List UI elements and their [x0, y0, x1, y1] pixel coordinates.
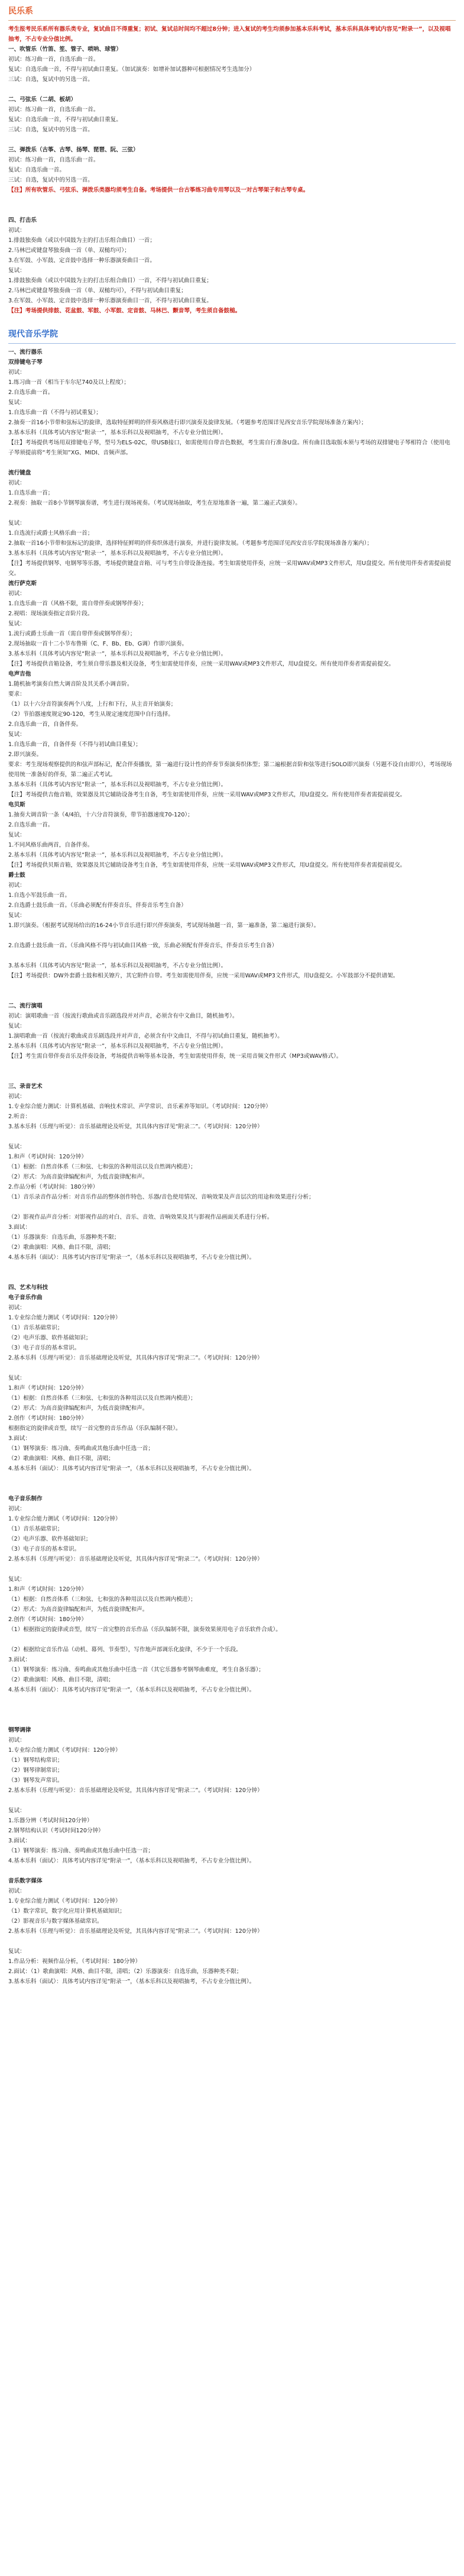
paragraph: 复试：: [8, 1576, 25, 1583]
paragraph: （2）影视音乐与数字媒体基础常识。: [8, 1918, 103, 1925]
paragraph: （2）电声乐器、软件基础知识；: [8, 1536, 92, 1542]
paragraph: 3.面试：: [8, 1435, 31, 1442]
subheading: 爵士鼓: [8, 872, 25, 879]
paragraph: （1）乐器演奏：自选乐曲，乐器种类不限；: [8, 1234, 120, 1241]
paragraph: 3.基本乐科（具体考试内容见“附录一”，基本乐科以及视唱抽考，不占专业分值比例）。: [8, 550, 227, 557]
spacer: [8, 1132, 456, 1142]
paragraph: 2.作品分析（考试时间：180分钟）: [8, 1184, 99, 1190]
paragraph: 1.自选小军鼓乐曲一首。: [8, 892, 71, 899]
subheading: 三、录音艺术: [8, 1083, 43, 1090]
paragraph: 2.马林巴或键盘琴独奏曲一首（单、双槌均可）；: [8, 247, 130, 254]
spacer: [8, 85, 456, 95]
paragraph: 1.专业综合能力测试（考试时间：120分钟）: [8, 1747, 121, 1754]
paragraph: 复试：: [8, 912, 25, 919]
paragraph: 3.基本乐科（具体考试内容见“附录一”，基本乐科以及视唱抽考，不占专业分值比例）。: [8, 782, 227, 788]
paragraph: 2.基本乐科（具体考试内容见“附录一”，基本乐科以及视唱抽考，不占专业分值比例）。: [8, 1043, 227, 1050]
paragraph: （2）形式：为高音旋律编配和声，为低音旋律配和声。: [8, 1405, 148, 1412]
paragraph: 2.抽取一首16小节带和弦标记的旋律，选择特征鲜明的伴奏织体进行演奏，并进行旋律发展。（考题参考范围详见西安音乐学院现场准备方案内）；: [8, 540, 373, 547]
paragraph: 【注】考场提供考场用双排键电子琴，型号为ELS-02C，带USB接口，如需使用自带音色数据，考生需自行准备U盘。所有曲目选取版本须与考场的双排键电子琴相符合（使用电子琴须提前将“考生须知”XG、MIDI、音频声部。: [8, 440, 450, 456]
paragraph: （2）钢琴律制常识；: [8, 1767, 63, 1774]
paragraph: 复试：: [8, 520, 25, 527]
subheading: 钢琴调律: [8, 1727, 31, 1734]
paragraph: 初试：: [8, 590, 25, 597]
paragraph: 复试：自选乐曲一首，不得与初试曲目重复。（加试演奏：如增补加试器种可根据情况考生选加分）: [8, 66, 255, 73]
paragraph: （1）根据指定的旋律或音型，续写一首完整的音乐作品（乐队编制不限，演奏效果须用电子音乐软件合成）。: [8, 1626, 281, 1633]
paragraph: 3.基本乐科（具体考试内容见“附录一”，基本乐科以及视唱抽考，不占专业分值比例）。: [8, 430, 227, 436]
paragraph: 2.基本乐科（乐理与听觉）：音乐基础理论及听觉，其具体内容详见“附录二”。（考试时间：120分钟）: [8, 1928, 263, 1935]
section-title: 现代音乐学院: [8, 330, 58, 339]
paragraph: （2）形式：为高音旋律编配和声，为低音旋律配和声。: [8, 1174, 148, 1180]
paragraph: 复试：: [8, 621, 25, 627]
paragraph: 初试：: [8, 1888, 25, 1894]
paragraph: 3.基本乐科（具体考试内容见“附录一”，基本乐科以及视唱抽考，不占专业分值比例）。: [8, 963, 227, 969]
paragraph: 2.自选爵士鼓乐曲一首。（乐曲风格不得与初试曲目风格一致，乐曲必须配有伴奏音乐，伴奏音乐考生自备）: [8, 942, 278, 949]
paragraph: 复试：: [8, 399, 25, 406]
paragraph: （1）钢琴演奏：练习曲、奏鸣曲或其他乐曲中任选一首；: [8, 1445, 154, 1452]
paragraph: 复试：: [8, 832, 25, 838]
paragraph: 2.自选乐曲一首，自备伴奏。: [8, 721, 82, 728]
paragraph: 1.不同风格乐曲两首，自备伴奏。: [8, 842, 93, 848]
paragraph: 复试：自选乐曲一首，不得与初试曲目重复。: [8, 117, 122, 123]
subheading: 流行萨克斯: [8, 580, 37, 587]
subheading: 二、弓弦乐（二胡、板胡）: [8, 96, 77, 103]
paragraph: 三试：自选，复试中的另选一首。: [8, 76, 93, 83]
paragraph: 【注】考场提供钢琴、电钢琴等乐器，考场提供键盘音箱、可与考生自带设备连接。考生如需使用伴奏，应统一采用WAV或MP3文件形式，用U盘提交。所有使用伴奏者需提前提交。: [8, 560, 452, 577]
paragraph: 【注】考场提供吉他音箱，效果器及其它辅助设备考生自备，考生如需使用伴奏，应统一采用WAV或MP3文件形式，用U盘提交。所有使用伴奏者需提前提交。: [8, 792, 406, 798]
paragraph: （3）钢琴发声常识。: [8, 1777, 63, 1784]
paragraph: 2.基本乐科（乐理与听觉）：音乐基础理论及听觉，其具体内容详见“附录二”。（考试时间：120分钟）: [8, 1787, 263, 1794]
paragraph: 初试：: [8, 1305, 25, 1311]
paragraph: 复试：: [8, 267, 25, 274]
paragraph: 复试：: [8, 1807, 25, 1814]
paragraph: 2.基本乐科（乐理与听觉）：音乐基础理论及听觉，其具体内容详见“附录二”。（考试时间：120分钟）: [8, 1355, 263, 1361]
subheading: 电子音乐制作: [8, 1496, 43, 1502]
paragraph: 【注】考生需自带伴奏音乐及伴奏设备，考场提供音响等基本设备，考生如需使用伴奏，统一采用音频文件形式（MP3或WAV格式）。: [8, 1053, 342, 1060]
paragraph: 初试：: [8, 480, 25, 486]
paragraph: （1）钢琴演奏：练习曲、奏鸣曲或其他乐曲中任选一首（其它乐器参考钢琴曲难度，考生自备乐器）；: [8, 1667, 265, 1673]
spacer: [8, 458, 456, 468]
subheading: 电子音乐作曲: [8, 1295, 43, 1301]
paragraph: 1.演唱歌曲一首（按流行歌曲或音乐剧选段并对声音，必须含有中文曲目，不得与初试曲目重复，随机抽考）。: [8, 1033, 283, 1040]
paragraph: 复试：: [8, 731, 25, 738]
paragraph: 初试：演唱歌曲一首（按流行歌曲或音乐剧选段并对声音，必须含有中文曲目，随机抽考）。: [8, 1013, 238, 1019]
paragraph: 2.视奏：抽取一首8小节钢琴演奏谱，考生进行现场视奏。（考试现场抽取，考生在原地准备一遍，第二遍正式演奏）。: [8, 500, 301, 506]
paragraph: 1.和声（考试时间：120分钟）: [8, 1154, 87, 1160]
subheading: 电贝斯: [8, 802, 25, 808]
paragraph: 复试：: [8, 1144, 25, 1150]
paragraph: 4.基本乐科（面试）：具体考试内容详见“附录一”，（基本乐科以及视唱抽考，不占专业分值比例）。: [8, 1687, 255, 1693]
paragraph: （2）根据给定音乐作品（动机、幕列、节奏型），写作地声部调乐化旋律，不少于一个乐段。: [8, 1647, 242, 1653]
paragraph: （3）电子音乐的基本常识。: [8, 1546, 80, 1552]
paragraph: （2）节拍器速度规定90-120，考生从规定速度范围中自行选择。: [8, 711, 174, 718]
spacer: [8, 1202, 456, 1212]
paragraph: 1.和声（考试时间：120分钟）: [8, 1586, 87, 1593]
paragraph: 1.随机抽考演奏自然大调音阶及其关系小调音阶。: [8, 681, 133, 687]
paragraph: （2）歌曲演唱：风格、曲目不限，清唱；: [8, 1677, 114, 1683]
spacer: [8, 508, 456, 518]
paragraph: （1）根据：自然音体系（三和弦、七和弦的各种用法以及自然调内模进）；: [8, 1395, 196, 1402]
section-divider: [8, 20, 456, 21]
paragraph: 3.在军鼓、小军鼓、定音鼓中选择一种乐器演奏曲目一首，不得与初试曲目重复。: [8, 298, 212, 304]
paragraph: （1）钢琴结构常识；: [8, 1757, 63, 1764]
paragraph: 2.面试：（1）歌曲演唱：风格、曲目不限，清唱；（2）乐器演奏：自选乐曲，乐器种类不限；: [8, 1968, 242, 1975]
paragraph: 1.自选乐曲一首（风格不限，需自带伴奏或钢琴伴奏）；: [8, 601, 147, 607]
spacer: [8, 951, 456, 961]
subheading: 四、打击乐: [8, 217, 37, 224]
paragraph: 2.听音：: [8, 1113, 31, 1120]
paragraph: 三试：自选，复试中的另选一首。: [8, 177, 93, 183]
section-title: 民乐系: [8, 7, 33, 16]
paragraph: 3.在军鼓、小军鼓、定音鼓中选择一种乐器演奏曲目一首。: [8, 257, 155, 264]
paragraph: 初试：: [8, 227, 25, 234]
paragraph: （3）电子音乐的基本常识。: [8, 1345, 80, 1351]
paragraph: 要求：考生现场观察提供的和弦声部标记，配合伴奏播放，第一遍进行设计性的伴奏节奏演奏织体型；第二遍根据音阶和弦等进行SOLO即兴演奏（另题不设自由即兴），考场现场使用统一准备好的伴奏，第二遍正式考试。: [8, 761, 452, 778]
notice-text: 【注】所有吹管乐、弓弦乐、弹拨乐类器均须考生自备。考场提供一台古筝练习曲专用琴以及一对古琴架子和古琴专桌。: [8, 187, 309, 193]
paragraph: （1）根据：自然音体系（三和弦、七和弦的各种用法以及自然调内模进）；: [8, 1596, 196, 1603]
paragraph: 1.专业综合能力测试（考试时间：120分钟）: [8, 1898, 121, 1904]
paragraph: 【注】考场提供音箱设备，考生须自带乐器及相关设备，考生如需使用伴奏，应统一采用WAV或MP3文件形式，用U盘提交。所有使用伴奏者需提前提交。: [8, 661, 395, 667]
spacer: [8, 1936, 456, 1946]
paragraph: （2）电声乐器、软件基础知识；: [8, 1335, 92, 1341]
paragraph: 2.创作（考试时间：180分钟）: [8, 1415, 87, 1422]
subheading: 三、弹拨乐（古筝、古琴、扬琴、琵琶、阮、三弦）: [8, 147, 139, 153]
section: [8, 328, 456, 1987]
spacer: [8, 1796, 456, 1806]
paragraph: 2.视唱：现场演奏指定音阶片段。: [8, 611, 93, 617]
paragraph: 1.专业综合能力测试（考试时间：120分钟）: [8, 1315, 121, 1321]
subheading: 一、吹管乐（竹笛、笙、管子、唢呐、球管）: [8, 46, 122, 53]
paragraph: 2.马林巴或键盘琴独奏曲一首（单、双槌均可），不得与初试曲目重复；: [8, 288, 187, 294]
paragraph: （1）以十六分音符演奏两个八度，上行和下行，从主音开始演奏；: [8, 701, 177, 708]
paragraph: 1.流行或爵士乐曲一首（需自带伴奏或钢琴伴奏）；: [8, 631, 136, 637]
paragraph: 1.排鼓独奏曲（或以中国鼓为主的打击乐组合曲目）一首，不得与初试曲目重复；: [8, 277, 212, 284]
paragraph: 1.自选乐曲一首（不得与初试重复）；: [8, 409, 102, 416]
paragraph: 3.面试：: [8, 1838, 31, 1844]
paragraph: 2.自选乐曲一首。: [8, 389, 54, 396]
paragraph: 2.基本乐科（具体考试内容见“附录一”，基本乐科以及视唱抽考，不占专业分值比例）。: [8, 852, 227, 858]
paragraph: 【注】考场提供贝斯音箱，效果器及其它辅助设备考生自备，考生如需使用伴奏，应统一采用WAV或MP3文件形式，用U盘提交。所有使用伴奏者需提前提交。: [8, 862, 406, 869]
paragraph: 2.即兴演奏。: [8, 751, 43, 758]
subheading: 二、流行演唱: [8, 1003, 43, 1009]
paragraph: 1.作品分析：视频作品分析，（考试时间：180分钟）: [8, 1958, 141, 1965]
paragraph: （1）数字常识，数字化应用计算机基础知识；: [8, 1908, 125, 1915]
paragraph: （1）音乐录音作品分析：对音乐作品的整体创作特色、乐器/音色使用情况、音响效果及声音层次的用途和效果进行分析；: [8, 1194, 314, 1200]
paragraph: 3.基本乐科（具体考试内容见“附录一”，基本乐科以及视唱抽考，不占专业分值比例）。: [8, 651, 227, 657]
paragraph: 根据指定的旋律或音型，续写一首完整的音乐作品（乐队编制不限）。: [8, 1425, 181, 1432]
paragraph: 1.自选流行或爵士风格乐曲一首；: [8, 530, 93, 537]
spacer: [8, 981, 456, 1001]
subheading: 双排键电子琴: [8, 359, 43, 366]
spacer: [8, 931, 456, 941]
paragraph: 1.练习曲一首（相当于车尔尼740及以上程度）；: [8, 379, 129, 386]
paragraph: 2.钢琴结构认识（考试时间120分钟）: [8, 1828, 104, 1834]
spacer: [8, 1474, 456, 1494]
paragraph: 3.面试：: [8, 1657, 31, 1663]
paragraph: 复试：自选乐曲一首。: [8, 167, 65, 173]
paragraph: 【注】考场提供：DW外套爵士鼓和相关镲片，其它附件自带。考生如需使用伴奏，应统一采用WAV或MP3文件形式，用U盘提交。小军鼓部分不提供谱架。: [8, 973, 399, 979]
notice-text: 考生报考民乐系所有器乐类专业，复试曲目不得重复；初试、复试总时间均不超过8分钟；进入复试的考生均须参加基本乐科考试，基本乐科具体考试内容见“附录一”，以及视唱抽考，不占专业分值比例。: [8, 26, 451, 43]
paragraph: 1.专业综合能力测试：计算机基础、音响技术常识、声学常识、音乐素养等知识。（考试时间：120分钟）: [8, 1103, 271, 1110]
paragraph: 1.即兴演奏。（根据考试现场给出的16-24小节音乐进行即兴伴奏演奏，考试现场抽题一首，第一遍准备，第二遍进行演奏）。: [8, 922, 320, 929]
paragraph: 初试：: [8, 1093, 25, 1100]
paragraph: （1）钢琴演奏：练习曲、奏鸣曲或其他乐曲中任选一首；: [8, 1848, 154, 1854]
paragraph: 3.基本乐科（面试）：具体考试内容详见“附录一”，（基本乐科以及视唱抽考，不占专业分值比例）。: [8, 1978, 255, 1985]
paragraph: 4.基本乐科（面试）：具体考试内容详见“附录一”，（基本乐科以及视唱抽考，不占专业分值比例）。: [8, 1254, 255, 1261]
paragraph: 1.自选乐曲一首，自备伴奏（不得与初试曲目重复）；: [8, 741, 142, 748]
paragraph: 2.自选乐曲一首。: [8, 822, 54, 828]
paragraph: 复试：: [8, 1023, 25, 1029]
spacer: [8, 1635, 456, 1645]
paragraph: 1.抽奏大调音阶一条（4/4拍，十六分音符演奏，带节拍器速度70-120）；: [8, 812, 193, 818]
paragraph: （1）音乐基础常识；: [8, 1526, 63, 1532]
paragraph: 初试：练习曲一首，自选乐曲一首。: [8, 56, 99, 63]
spacer: [8, 1263, 456, 1283]
subheading: 音乐数字媒体: [8, 1878, 43, 1884]
paragraph: 4.基本乐科（面试）：具体考试内容详见“附录一”，（基本乐科以及视唱抽考，不占专业分值比例）。: [8, 1858, 255, 1864]
subheading: 四、艺术与科技: [8, 1284, 48, 1291]
paragraph: 3.基本乐科（乐理与听觉）：音乐基础理论及听觉，其具体内容详见“附录二”。（考试时间：120分钟）: [8, 1124, 263, 1130]
spacer: [8, 1695, 456, 1725]
paragraph: （2）歌曲演唱：风格、曲目不限，清唱；: [8, 1244, 114, 1251]
paragraph: 2.现场抽取一首十二小节布鲁斯（C、F、Bb、Eb、G调）作即兴演奏。: [8, 641, 188, 647]
paragraph: 2.自选爵士鼓乐曲一首。（乐曲必须配有伴奏音乐，伴奏音乐考生自备）: [8, 902, 187, 909]
subheading: 电声吉他: [8, 671, 31, 677]
notice-text: 【注】考场提供排鼓、花盆鼓、军鼓、小军鼓、定音鼓、马林巴、颤音琴，考生须自备鼓槌。: [8, 308, 241, 314]
paragraph: 4.基本乐科（面试）：具体考试内容详见“附录一”，（基本乐科以及视唱抽考，不占专业分值比例）。: [8, 1465, 255, 1472]
paragraph: 要求：: [8, 691, 25, 698]
spacer: [8, 135, 456, 145]
section-divider: [8, 343, 456, 344]
spacer: [8, 1061, 456, 1082]
paragraph: （1）根据：自然音体系（三和弦、七和弦的各种用法以及自然调内模进）；: [8, 1164, 196, 1170]
subheading: 流行键盘: [8, 470, 31, 476]
paragraph: 2.抽奏一首16小节带和弦标记的旋律，选取特征鲜明的伴奏风格进行即兴演奏及旋律发展。（考题参考范围详见西安音乐学院现场准备方案内）；: [8, 419, 367, 426]
paragraph: （2）形式：为高音旋律编配和声，为低音旋律配和声。: [8, 1606, 148, 1613]
paragraph: （2）影视作品声音分析：对影视作品的对白、音乐、音效、音响效果及其与影视作品画面关系进行分析。: [8, 1214, 273, 1221]
paragraph: 1.排鼓独奏曲（或以中国鼓为主的打击乐组合曲目）一首；: [8, 237, 155, 244]
paragraph: 2.创作（考试时间：180分钟）: [8, 1616, 87, 1623]
paragraph: 复试：: [8, 1948, 25, 1955]
paragraph: （1）音乐基础常识；: [8, 1325, 63, 1331]
spacer: [8, 1866, 456, 1876]
paragraph: 初试：: [8, 1737, 25, 1744]
paragraph: 1.自选乐曲一首；: [8, 490, 54, 496]
paragraph: 初试：: [8, 1506, 25, 1512]
spacer: [8, 1564, 456, 1574]
section: [8, 5, 456, 316]
subheading: 一、流行器乐: [8, 349, 43, 356]
paragraph: 复试：: [8, 1375, 25, 1381]
paragraph: 1.和声（考试时间：120分钟）: [8, 1385, 87, 1392]
paragraph: 1.专业综合能力测试（考试时间：120分钟）: [8, 1516, 121, 1522]
paragraph: 3.面试：: [8, 1224, 31, 1231]
paragraph: 初试：练习曲一首，自选乐曲一首。: [8, 157, 99, 163]
paragraph: 初试：: [8, 369, 25, 376]
paragraph: 三试：自选，复试中的另选一首。: [8, 127, 93, 133]
paragraph: 初试：练习曲一首，自选乐曲一首。: [8, 106, 99, 113]
paragraph: （2）歌曲演唱：风格、曲目不限，清唱；: [8, 1455, 114, 1462]
paragraph: 初试：: [8, 882, 25, 889]
spacer: [8, 195, 456, 215]
paragraph: 2.基本乐科（乐理与听觉）：音乐基础理论及听觉，其具体内容详见“附录二”。（考试时间：120分钟）: [8, 1556, 263, 1563]
spacer: [8, 1363, 456, 1373]
paragraph: 1.乐器分辨（考试时间120分钟）: [8, 1818, 93, 1824]
